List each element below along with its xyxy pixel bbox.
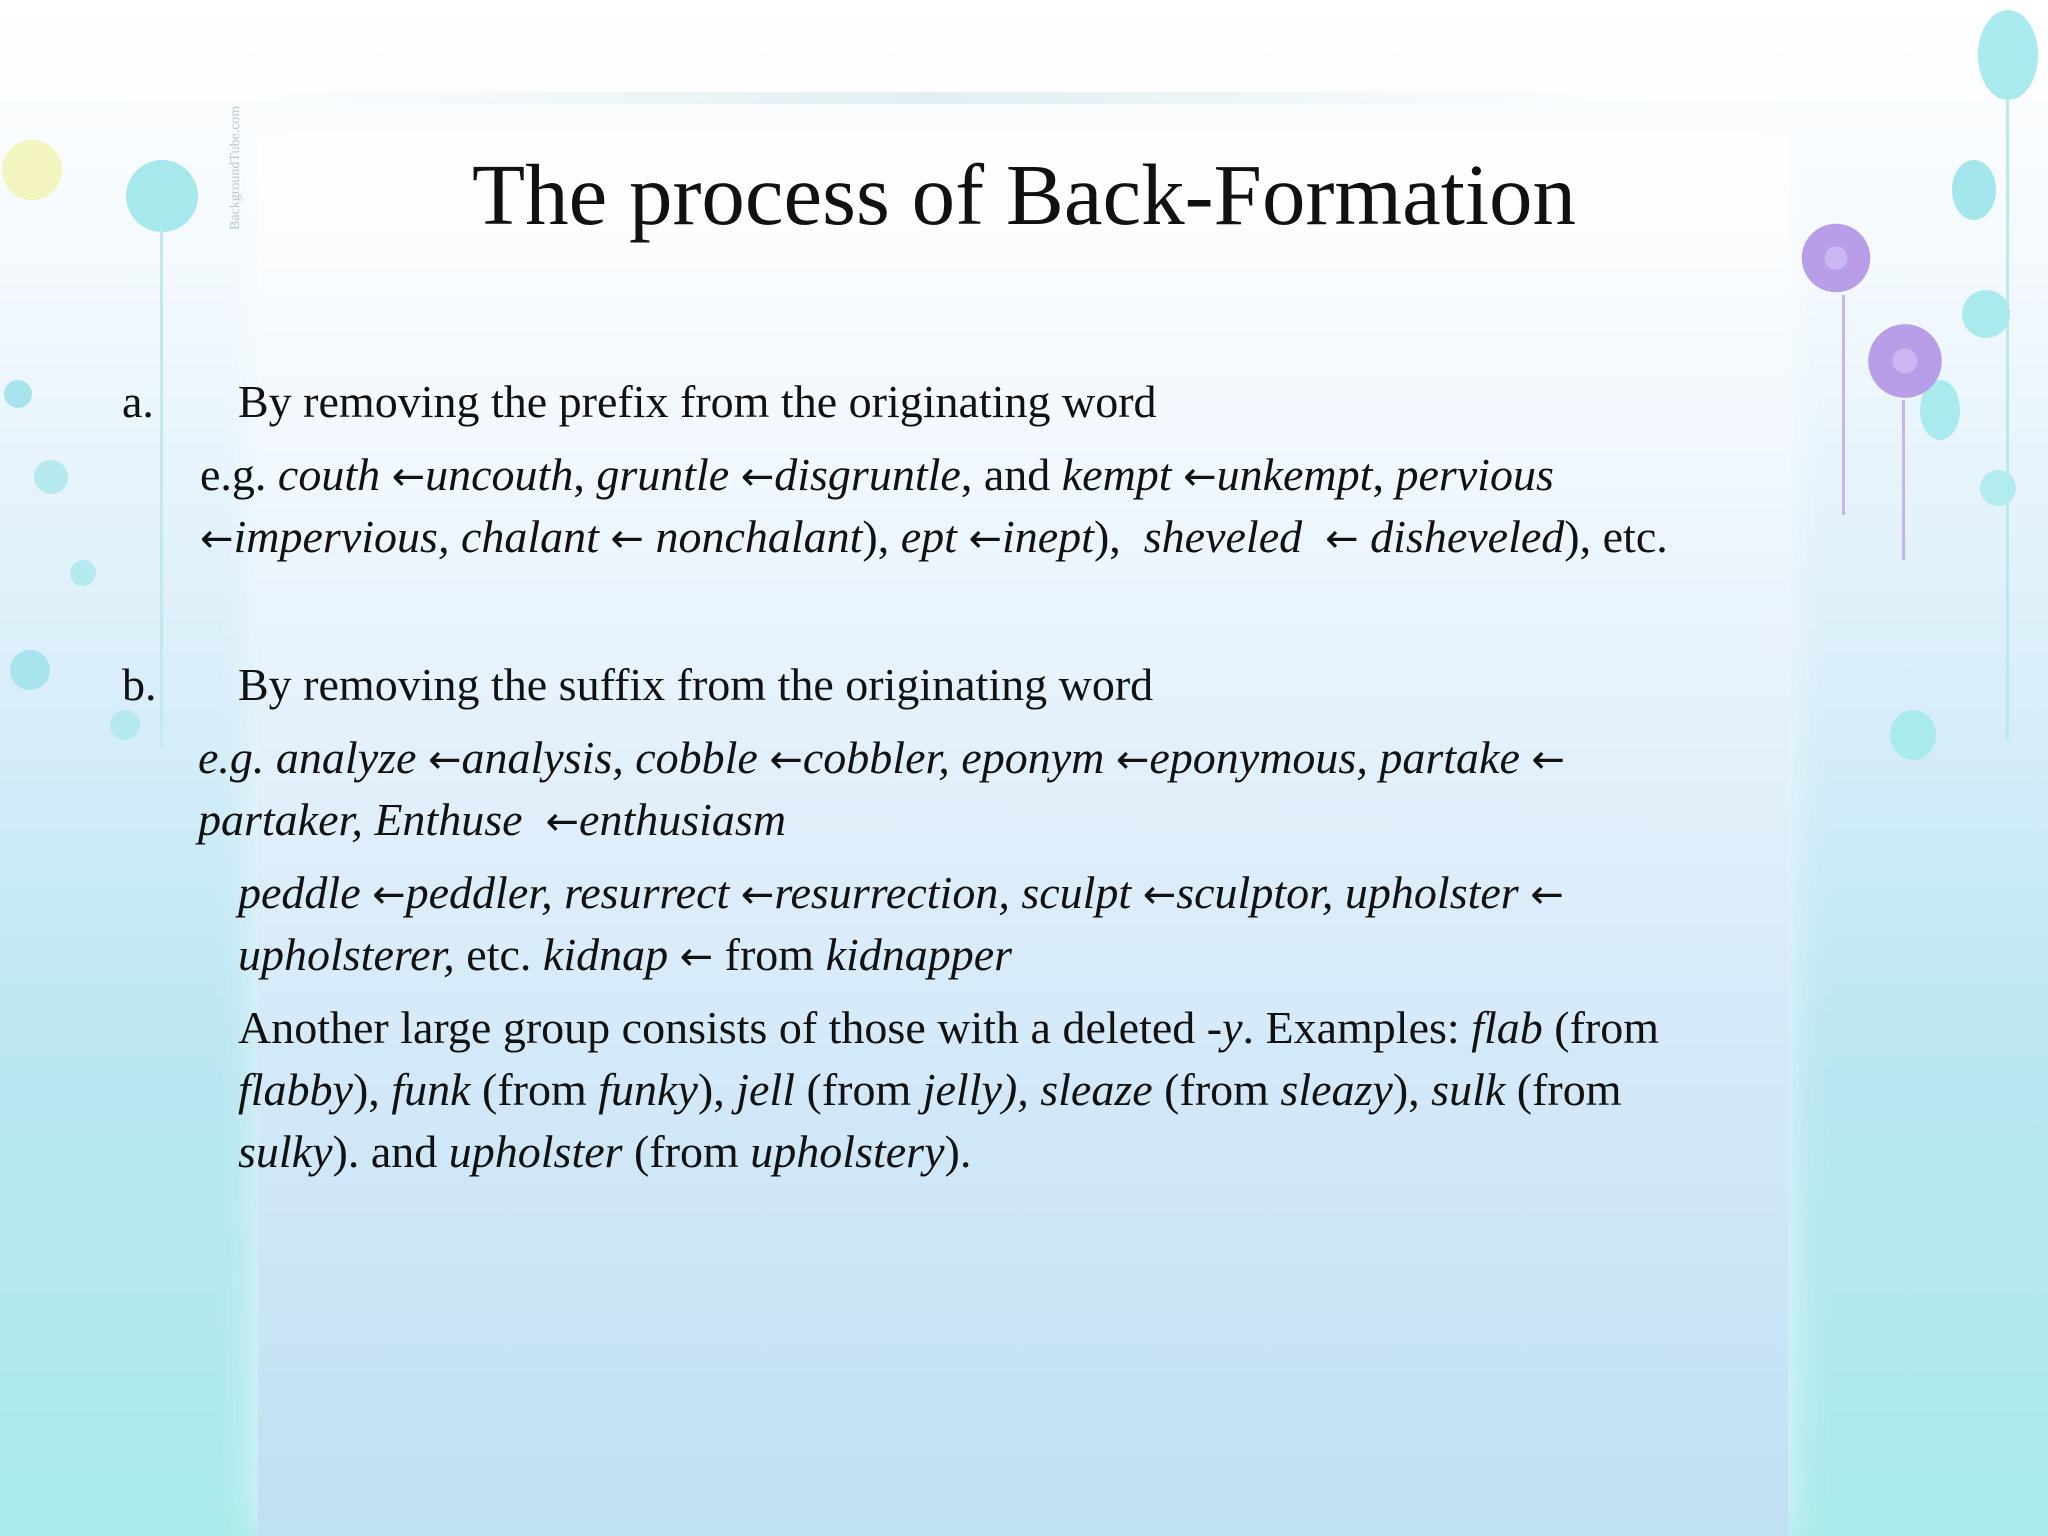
base-word: upholster xyxy=(1344,867,1519,918)
arrow-left-icon: ← xyxy=(545,799,580,845)
arrow-left-icon: ← xyxy=(769,737,803,783)
base-word: flab xyxy=(1471,1002,1543,1053)
base-word: couth xyxy=(277,449,381,500)
base-word: kempt xyxy=(1061,449,1172,500)
origin-word: unkempt xyxy=(1216,449,1373,500)
examples-label: . Examples: xyxy=(1242,1002,1460,1053)
arrow-left-icon: ← xyxy=(610,516,644,562)
origin-word: inept xyxy=(1001,511,1094,562)
y-group-line-2: flabby), funk (from funky), jell (from jelly), sleaze (from sleazy), sulk (from xyxy=(238,1064,1622,1115)
from-label: from xyxy=(649,1126,739,1177)
arrow-left-icon: ← xyxy=(200,516,234,562)
from-label: from xyxy=(497,1064,587,1115)
from-label: from xyxy=(821,1064,912,1115)
arrow-left-icon: ← xyxy=(391,454,426,500)
origin-word: funky xyxy=(598,1064,698,1115)
arrow-left-icon: ← xyxy=(1115,737,1150,783)
base-word: analyze xyxy=(275,732,417,783)
base-word: ept xyxy=(900,511,957,562)
y-group-line-1: Another large group consists of those with a deleted -y. Examples: flab (from xyxy=(238,1002,1660,1053)
base-word: gruntle xyxy=(596,449,730,500)
arrow-left-icon: ← xyxy=(372,872,406,918)
arrow-left-icon: ← xyxy=(427,737,462,783)
eg-label: e.g. xyxy=(200,449,267,500)
etc-label: etc. xyxy=(1602,511,1668,562)
origin-word: sulky xyxy=(238,1126,333,1177)
y-group-line-3: sulky). and upholster (from upholstery). xyxy=(238,1126,972,1177)
base-word: sheveled xyxy=(1143,511,1303,562)
base-word: upholster xyxy=(448,1126,623,1177)
section-a-marker: a. xyxy=(122,376,154,427)
origin-word: upholstery xyxy=(750,1126,945,1177)
from-label: from xyxy=(1179,1064,1269,1115)
origin-word: partaker xyxy=(198,794,352,845)
origin-word: flabby xyxy=(238,1064,353,1115)
section-a-examples-line-1: e.g. couth ←uncouth, gruntle ←disgruntle, and kempt ←unkempt, pervious xyxy=(200,449,1554,500)
base-word: sulk xyxy=(1431,1064,1506,1115)
origin-word: enthusiasm xyxy=(579,794,787,845)
section-b-examples-line-3: peddle ←peddler, resurrect ←resurrection, sculpt ←sculptor, upholster ← xyxy=(238,867,1564,918)
base-word: chalant xyxy=(460,511,599,562)
arrow-left-icon: ← xyxy=(968,516,1002,562)
base-word: eponym xyxy=(961,732,1105,783)
arrow-left-icon: ← xyxy=(1531,737,1565,783)
origin-word: resurrection xyxy=(774,867,999,918)
base-word: kidnap xyxy=(542,929,669,980)
base-word: sleaze xyxy=(1040,1064,1153,1115)
from-label: from xyxy=(1532,1064,1622,1115)
base-word: cobble xyxy=(635,732,758,783)
section-b-marker: b. xyxy=(122,659,157,710)
arrow-left-icon: ← xyxy=(1142,872,1177,918)
origin-word: nonchalant xyxy=(655,511,863,562)
origin-word: uncouth xyxy=(425,449,574,500)
eg-label: e.g. xyxy=(198,732,265,783)
slide-title: The process of Back-Formation xyxy=(471,146,1577,243)
arrow-left-icon: ← xyxy=(740,872,775,918)
section-b-heading: By removing the suffix from the originating word xyxy=(238,659,1154,710)
section-b-examples-line-1: e.g. analyze ←analysis, cobble ←cobbler, eponym ←eponymous, partake ← xyxy=(198,732,1565,783)
arrow-left-icon: ← xyxy=(1183,454,1217,500)
etc-label: etc. xyxy=(466,929,532,980)
origin-word: kidnapper xyxy=(825,929,1013,980)
base-word: peddle xyxy=(238,867,361,918)
base-word: funk xyxy=(391,1064,471,1115)
base-word: resurrect xyxy=(564,867,730,918)
origin-word: sculptor xyxy=(1176,867,1322,918)
origin-word: disgruntle xyxy=(774,449,961,500)
origin-word: disheveled xyxy=(1370,511,1565,562)
section-a-examples-line-2: ←impervious, chalant ← nonchalant), ept ←inept), sheveled ← disheveled), etc. xyxy=(200,511,1668,562)
base-word: sculpt xyxy=(1021,867,1132,918)
from-label: from xyxy=(724,929,815,980)
section-b-examples-line-2: partaker, Enthuse ←enthusiasm xyxy=(198,794,787,845)
arrow-left-icon: ← xyxy=(1325,516,1359,562)
base-word: pervious xyxy=(1395,449,1554,500)
origin-word: sleazy xyxy=(1280,1064,1393,1115)
background-watermark: BackgroundTube.com xyxy=(228,105,243,230)
y-suffix: -y xyxy=(1206,1002,1243,1053)
section-b-examples-line-4: upholsterer, etc. kidnap ← from kidnapper xyxy=(238,929,1013,980)
connector-and: and xyxy=(983,449,1051,500)
origin-word: analysis xyxy=(461,732,613,783)
origin-word: upholsterer xyxy=(238,929,444,980)
from-label: from xyxy=(1569,1002,1660,1053)
and-label: and xyxy=(370,1126,438,1177)
base-word: jell xyxy=(736,1064,795,1115)
base-word: Enthuse xyxy=(374,794,523,845)
base-word: partake xyxy=(1379,732,1520,783)
origin-word: eponymous xyxy=(1149,732,1357,783)
origin-word: peddler xyxy=(405,867,542,918)
section-a-heading: By removing the prefix from the originating word xyxy=(238,376,1157,427)
arrow-left-icon: ← xyxy=(740,454,775,500)
arrow-left-icon: ← xyxy=(1530,872,1564,918)
origin-word: cobbler xyxy=(802,732,939,783)
origin-word: jelly xyxy=(922,1064,1002,1115)
y-group-intro: Another large group consists of those with a deleted xyxy=(238,1002,1196,1053)
origin-word: impervious xyxy=(233,511,438,562)
arrow-left-icon: ← xyxy=(679,934,714,980)
